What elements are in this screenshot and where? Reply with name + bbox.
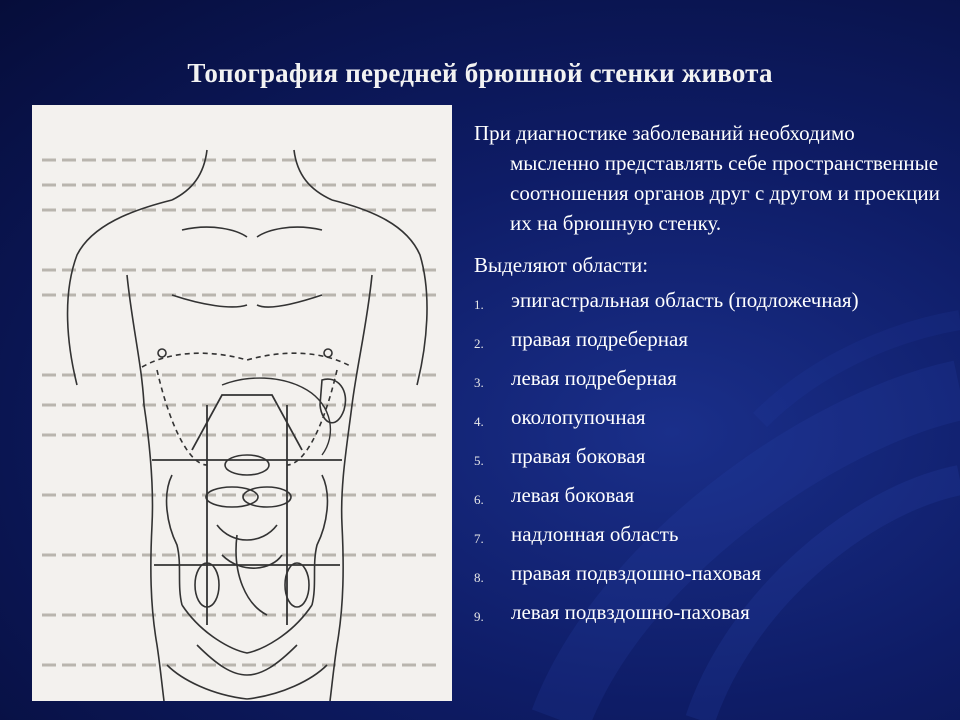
list-item-text: левая боковая [511,483,635,507]
text-block [474,118,944,637]
list-item-text: правая боковая [511,444,646,468]
list-item-number: 2. [474,336,484,351]
list-item [474,403,944,436]
list-item-number: 3. [474,375,484,390]
list-item [474,325,944,358]
abdomen-figure [32,105,452,701]
list-item-number: 1. [474,297,484,312]
list-item-text: околопупочная [511,405,646,429]
list-item-number: 7. [474,531,484,546]
list-item-text: правая подреберная [511,327,689,351]
list-item-number: 6. [474,492,484,507]
list-item [474,520,944,553]
list-item [474,364,944,397]
list-item [474,559,944,592]
list-item [474,598,944,631]
list-item-text: левая подреберная [511,366,677,390]
slide-title: Топография передней брюшной стенки живота [187,58,773,88]
list-item [474,286,944,319]
list-item-number: 5. [474,453,484,468]
list-item [474,481,944,514]
intro-paragraph: При диагностике заболеваний необходимо мысленно представлять себе пространственные соотношения органов друг с другом и проекции их на брюшную стенку. [474,121,940,235]
abdomen-topography-diagram-icon [32,105,452,701]
list-item-number: 9. [474,609,484,624]
regions-lead: Выделяют области: [474,253,649,277]
list-item-number: 8. [474,570,484,585]
regions-list [474,286,944,631]
list-item-text: левая подвздошно-паховая [511,600,750,624]
list-item-text: надлонная область [511,522,679,546]
list-item [474,442,944,475]
list-item-number: 4. [474,414,484,429]
list-item-text: правая подвздошно-паховая [511,561,762,585]
list-item-text: эпигастральная область (подложечная) [511,288,859,312]
